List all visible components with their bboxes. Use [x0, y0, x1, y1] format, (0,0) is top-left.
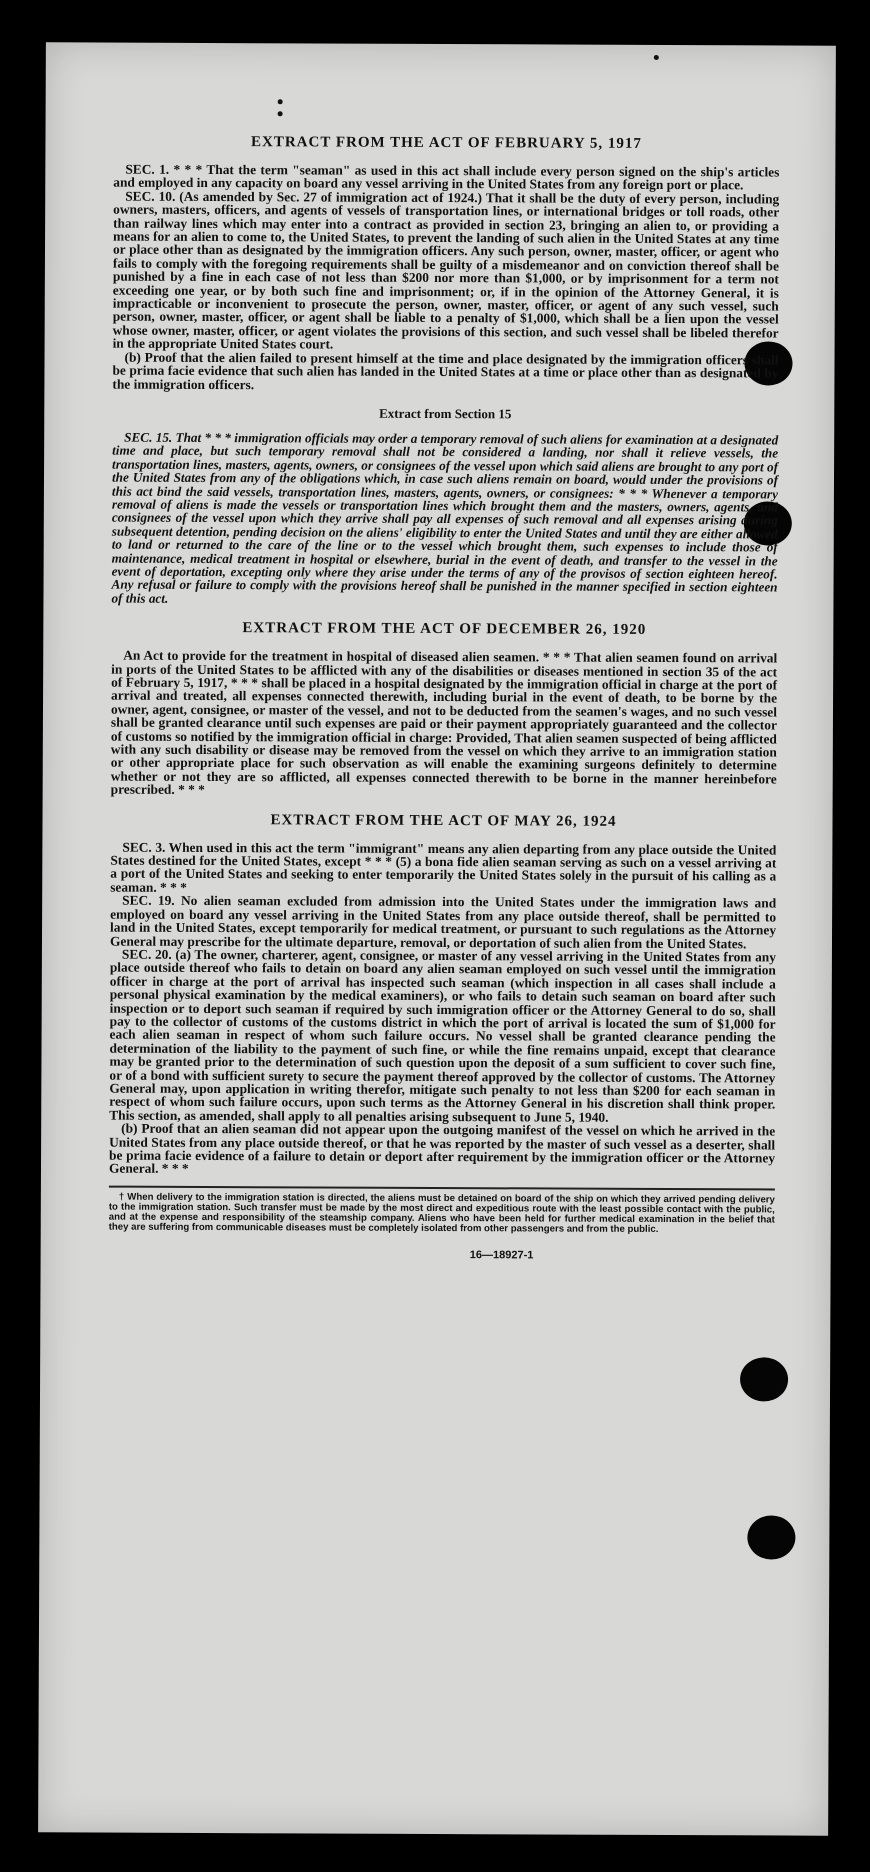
heading-act-1917: EXTRACT FROM THE ACT OF FEBRUARY 5, 1917 [250, 134, 642, 152]
punch-hole-4 [747, 1515, 795, 1559]
footnote: † When delivery to the immigration station is directed, the aliens must be detained on board of the ship on which they arrived pending delivery to the immigration station. Such transfer must be made by the most direct and expeditious route with the least possible contact with the public, and at the expense and responsibility of the steamship company. Aliens who have been held for further medical examination in the belief that they are suffering from communicable diseases must be completely isolated from other passengers and from the public. [108, 1191, 775, 1236]
paragraph-sec-10-b: (b) Proof that the alien failed to present himself at the time and place designated by the immigration officers shall be prima facie evidence that such alien has landed in the United States at a time or place other than as designated by the immigration officers. [112, 349, 779, 392]
paragraph-sec-1: SEC. 1. * * * That the term "seaman" as used in this act shall include every person signed on the ship's articles and employed in any capacity on board any vessel arriving in the United States from any foreign port or place. [113, 161, 780, 193]
paragraph-act-1920: An Act to provide for the treatment in hospital of diseased alien seamen. * * * That alien seamen found on arrival in ports of the United States to be afflicted with any of the disabilities or diseases mentioned in section 35 of the act of February 5, 1917, * * * shall be placed in a hospital designated by the immigration official in charge at the port of arrival and treated, all expenses connected therewith, including burial in the event of death, to be borne by the owner, agent, consignee, or master of the vessel, and not to be deducted from the seamen's wages, and no such vessel shall be granted clearance until such expenses are paid or their payment appropriately guaranteed and the collector of customs so notified by the immigration official in charge: Provided, That alien seamen suspected of being afflicted with any such disability or disease may be removed from the vessel on which they arrive to an immigration station or other appropriate place for such observation as will enable the examining surgeons definitely to determine whether or not they are so afflicted, all expenses connected therewith to be borne in the manner hereinbefore prescribed. * * * [110, 647, 778, 798]
punch-hole-3 [740, 1357, 788, 1401]
heading-act-1920: EXTRACT FROM THE ACT OF DECEMBER 26, 1920 [242, 620, 647, 639]
ink-dot [278, 111, 283, 116]
form-code: 16—18927-1 [469, 1248, 534, 1262]
paragraph-sec-15: SEC. 15. That * * * immigration officials may order a temporary removal of such aliens for examination at a designated time and place, but such temporary removal shall not be considered a landing, nor shall it relieve vessels, the transportation lines, masters, agents, owners, or consignees of the vessel upon which said aliens are brought to any port of the United States from any of the obligations which, in case such aliens remain on board, would under the provisions of this act bind the said vessels, transportation lines, masters, agents, owners, or consignees: * * * Whenever a temporary removal of aliens is made the vessels or transportation lines which brought them and the masters, owners, agents, and consignees of the vessel upon which they arrive shall pay all expenses of such removal and all expenses arising during subsequent detention, pending decision on the aliens' eligibility to enter the United States and until they are either allowed to land or returned to the care of the line or to the vessel which brought them, such expenses to include those of maintenance, medical treatment in hospital or elsewhere, burial in the event of death, and transfer to the vessel in the event of deportation, excepting only where they arise under the terms of any of the provisos of section eighteen hereof. Any refusal or failure to comply with the provisions hereof shall be punished in the manner specified in section eighteen of this act. [111, 429, 779, 606]
ink-dot [278, 99, 283, 104]
document-body [109, 133, 780, 1263]
ink-dot [654, 55, 659, 60]
paragraph-sec-20-a: SEC. 20. (a) The owner, charterer, agent, consignee, or master of any vessel arriving in the United States from any place outside thereof who fails to detain on board any alien seaman employed on such vessel until the immigration officer in charge at the port of arrival has inspected such seaman (which inspection in all cases shall include a personal physical examination by the medical examiners), or who fails to detain such seaman on board after such inspection or to deport such seaman if required by such immigration officer or the Attorney General to do so, shall pay to the collector of customs of the customs district in which the port of arrival is located the sum of $1,000 for each alien seaman in respect of whom such failure occurs. No vessel shall be granted clearance pending the determination of the liability to the payment of such fine, or while the fine remains unpaid, except that clearance may be granted prior to the determination of such question upon the deposit of a sum sufficient to cover such fine, or of a bond with sufficient surety to secure the payment thereof approved by the collector of customs. The Attorney General may, upon application in writing therefor, mitigate such penalty to not less than $200 for each seaman in respect of whom such failure occurs, upon such terms as the Attorney General in his discretion shall think proper. This section, as amended, shall apply to all penalties arising subsequent to June 5, 1940. [109, 946, 776, 1125]
heading-section-15: Extract from Section 15 [379, 405, 512, 422]
paragraph-sec-19: SEC. 19. No alien seaman excluded from admission into the United States under the immigration laws and employed on board any vessel arriving in the United States from any place outside thereof, shall be permitted to land in the United States, except temporarily for medical treatment, or pursuant to such regulations as the Attorney General may prescribe for the ultimate departure, removal, or deportation of such alien from the United States. [109, 892, 777, 951]
paragraph-sec-20-b: (b) Proof that an alien seaman did not appear upon the outgoing manifest of the vessel on which he arrived in the United States from any place outside thereof, or that he was reported by the master of such vessel as a deserter, shall be prima facie evidence of a failure to detain or deport after requirement by the immigration officer or the Attorney General. * * * [108, 1120, 776, 1177]
document-page [38, 42, 836, 1835]
paragraph-sec-3: SEC. 3. When used in this act the term "immigrant" means any alien departing from any place outside the United States destined for the United States, except * * * (5) a bona fide alien seaman serving as such on a vessel arriving at a port of the United States and seeking to enter temporarily the United States solely in the pursuit of his calling as a seaman. * * * [110, 839, 777, 895]
footnote-divider [109, 1185, 775, 1190]
heading-act-1924: EXTRACT FROM THE ACT OF MAY 26, 1924 [270, 811, 617, 830]
paragraph-sec-10: SEC. 10. (As amended by Sec. 27 of immigration act of 1924.) That it shall be the duty of every person, including owners, masters, officers, and agents of vessels of transportation lines, or international bridges or toll roads, other than railway lines which may enter into a contract as provided in section 23, bringing an alien to, or providing a means for an alien to come to, the United States, to prevent the landing of such alien in the United States at any time or place other than as designated by the immigration officers. Any such person, owner, master, officer, or agent who fails to comply with the foregoing requirements shall be guilty of a misdemeanor and on conviction thereof shall be punished by a fine in each case of not less than $200 nor more than $1,000, or by imprisonment for a term not exceeding one year, or by both such fine and imprisonment; or, if in the opinion of the Attorney General, it is impracticable or inconvenient to prosecute the person, owner, master, officer, or agent of any such vessel, such person, owner, master, officer, or agent shall be liable to a penalty of $1,000, which shall be a lien upon the vessel whose owner, master, officer, or agent violates the provisions of this section, and such vessel shall be libeled therefor in the appropriate United States court. [112, 188, 780, 352]
